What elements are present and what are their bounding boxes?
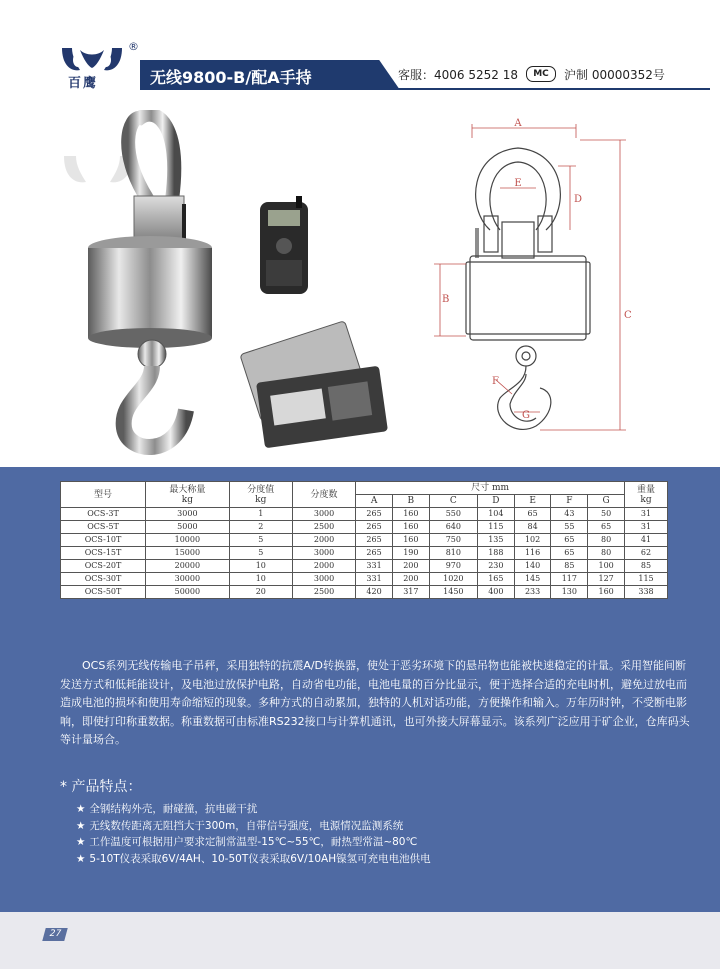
table-cell: 160: [392, 521, 429, 534]
header-division-count: 分度数: [292, 482, 355, 508]
table-cell: OCS-10T: [61, 534, 146, 547]
dimension-label-f: F: [492, 376, 499, 387]
table-cell: 115: [625, 573, 668, 586]
table-row: [61, 586, 668, 599]
table-cell: 65: [551, 547, 588, 560]
star-icon: ★: [76, 819, 86, 832]
table-cell: 160: [392, 508, 429, 521]
watermark-logo-icon: [64, 156, 132, 182]
table-cell: 31: [625, 508, 668, 521]
table-cell: 15000: [146, 547, 230, 560]
table-cell: 145: [514, 573, 551, 586]
dimension-label-e: E: [514, 178, 522, 189]
header-dim-f: F: [551, 495, 588, 508]
feature-text: 全钢结构外壳，耐碰撞，抗电磁干扰: [89, 803, 258, 815]
table-cell: 1020: [429, 573, 477, 586]
features-title: * 产品特点：: [60, 779, 142, 795]
table-cell: 2000: [292, 560, 355, 573]
table-cell: 810: [429, 547, 477, 560]
header-dim-a: A: [356, 495, 393, 508]
table-cell: 1: [229, 508, 292, 521]
table-cell: 970: [429, 560, 477, 573]
header-dim-e: E: [514, 495, 551, 508]
page-title: 无线9800-B/配A手持: [150, 68, 312, 87]
table-cell: 265: [356, 534, 393, 547]
table-cell: 2500: [292, 521, 355, 534]
table-cell: OCS-5T: [61, 521, 146, 534]
table-cell: 55: [551, 521, 588, 534]
table-cell: 102: [514, 534, 551, 547]
page-footer: [0, 912, 720, 969]
header-division: 分度值 kg: [229, 482, 292, 508]
registered-mark: ®: [128, 40, 139, 53]
dimension-label-a: A: [514, 118, 522, 129]
table-cell: 3000: [292, 547, 355, 560]
table-cell: 140: [514, 560, 551, 573]
table-cell: OCS-20T: [61, 560, 146, 573]
table-cell: 100: [588, 560, 625, 573]
table-cell: 85: [625, 560, 668, 573]
dimension-diagram: [430, 118, 670, 438]
table-cell: 20: [229, 586, 292, 599]
header-rule: [380, 88, 710, 90]
table-cell: 65: [551, 534, 588, 547]
table-cell: 3000: [146, 508, 230, 521]
crane-scale-image: [88, 115, 212, 447]
page-number: 27: [42, 928, 67, 941]
table-cell: 130: [551, 586, 588, 599]
spec-table: [60, 481, 668, 599]
table-cell: 2500: [292, 586, 355, 599]
table-cell: 116: [514, 547, 551, 560]
feature-item: [76, 834, 431, 851]
dimension-label-d: D: [574, 194, 583, 205]
table-cell: 20000: [146, 560, 230, 573]
table-cell: 420: [356, 586, 393, 599]
table-row: [61, 573, 668, 586]
header-dim-b: B: [392, 495, 429, 508]
table-cell: 2000: [292, 534, 355, 547]
table-row: [61, 508, 668, 521]
table-row: [61, 560, 668, 573]
table-cell: 50: [588, 508, 625, 521]
star-icon: ★: [76, 852, 86, 865]
table-cell: 165: [477, 573, 514, 586]
header-dim-d: D: [477, 495, 514, 508]
table-cell: 10: [229, 573, 292, 586]
license-number: 沪制 00000352号: [564, 68, 665, 82]
product-photo: [60, 110, 440, 460]
table-cell: 265: [356, 547, 393, 560]
table-cell: 750: [429, 534, 477, 547]
instrument-case-image: [240, 321, 388, 449]
table-cell: 5000: [146, 521, 230, 534]
table-cell: 190: [392, 547, 429, 560]
header-dim-g: G: [588, 495, 625, 508]
table-cell: 640: [429, 521, 477, 534]
header-weight: 重量 kg: [625, 482, 668, 508]
table-cell: 3000: [292, 508, 355, 521]
table-cell: 50000: [146, 586, 230, 599]
header-dim-c: C: [429, 495, 477, 508]
table-cell: 80: [588, 534, 625, 547]
table-cell: OCS-30T: [61, 573, 146, 586]
feature-item: [76, 818, 431, 835]
feature-item: [76, 851, 431, 868]
dimension-label-c: C: [624, 310, 632, 321]
table-row: [61, 521, 668, 534]
table-cell: 338: [625, 586, 668, 599]
brand-name: 百鹰: [68, 76, 99, 91]
table-row: [61, 534, 668, 547]
table-cell: 104: [477, 508, 514, 521]
table-cell: 3000: [292, 573, 355, 586]
table-cell: 200: [392, 560, 429, 573]
table-cell: 265: [356, 521, 393, 534]
table-cell: 65: [514, 508, 551, 521]
feature-text: 无线数传距离无阻挡大于300m，自带信号强度，电源情况监测系统: [89, 819, 404, 832]
table-cell: 43: [551, 508, 588, 521]
dimension-label-b: B: [442, 294, 450, 305]
table-cell: 127: [588, 573, 625, 586]
star-icon: ★: [76, 803, 86, 815]
star-icon: ★: [76, 836, 86, 848]
table-cell: 160: [392, 534, 429, 547]
table-cell: 41: [625, 534, 668, 547]
table-cell: 30000: [146, 573, 230, 586]
table-cell: 230: [477, 560, 514, 573]
customer-service: 客服：4006 5252 18: [398, 68, 518, 82]
table-cell: 233: [514, 586, 551, 599]
table-cell: OCS-15T: [61, 547, 146, 560]
table-cell: 200: [392, 573, 429, 586]
feature-item: [76, 801, 431, 818]
table-cell: 317: [392, 586, 429, 599]
table-cell: 265: [356, 508, 393, 521]
table-cell: 160: [588, 586, 625, 599]
mc-certification-badge: MC: [526, 66, 556, 82]
table-cell: 5: [229, 534, 292, 547]
table-cell: 331: [356, 560, 393, 573]
table-cell: 80: [588, 547, 625, 560]
table-row: [61, 547, 668, 560]
product-description: OCS系列无线传输电子吊秤，采用独特的抗震A/D转换器，使处于恶劣环境下的悬吊物也能被快速稳定的计量。采用智能间断发送方式和低耗能设计，及电池过放保护电路，自动省电功能，电池电量的百分比显示，便于选择合适的充电时机，避免过放电而造成电池的损坏和使用寿命缩短的现象。多种方式的自动累加，独特的人机对话功能，方便操作和输入。万年历时钟，不受断电影响，即使打印称重数据。称重数据可由标准RS232接口与计算机通讯，也可外接大屏幕显示。该系列广泛应用于矿企业，仓库码头等计量场合。: [60, 659, 690, 746]
table-cell: 117: [551, 573, 588, 586]
table-cell: 31: [625, 521, 668, 534]
table-cell: 331: [356, 573, 393, 586]
feature-text: 工作温度可根据用户要求定制常温型-15℃~55℃，耐热型常温~80℃: [89, 836, 418, 848]
table-cell: OCS-3T: [61, 508, 146, 521]
table-cell: 10000: [146, 534, 230, 547]
table-cell: 62: [625, 547, 668, 560]
table-cell: 2: [229, 521, 292, 534]
dimension-label-g: G: [522, 410, 530, 421]
features-list: [76, 801, 431, 867]
table-cell: 10: [229, 560, 292, 573]
table-cell: 400: [477, 586, 514, 599]
table-cell: 115: [477, 521, 514, 534]
header-max-capacity: 最大称量 kg: [146, 482, 230, 508]
table-cell: 65: [588, 521, 625, 534]
table-cell: 84: [514, 521, 551, 534]
table-cell: 135: [477, 534, 514, 547]
header-size: 尺寸 mm: [356, 482, 625, 495]
feature-text: 5-10T仪表采取6V/4AH、10-50T仪表采取6V/10AH镍氢可充电电池供电: [89, 852, 431, 865]
handheld-controller-image: [260, 196, 308, 294]
table-cell: 85: [551, 560, 588, 573]
table-cell: 550: [429, 508, 477, 521]
table-cell: 1450: [429, 586, 477, 599]
table-cell: 188: [477, 547, 514, 560]
table-cell: OCS-50T: [61, 586, 146, 599]
table-cell: 5: [229, 547, 292, 560]
header-model: 型号: [61, 482, 146, 508]
